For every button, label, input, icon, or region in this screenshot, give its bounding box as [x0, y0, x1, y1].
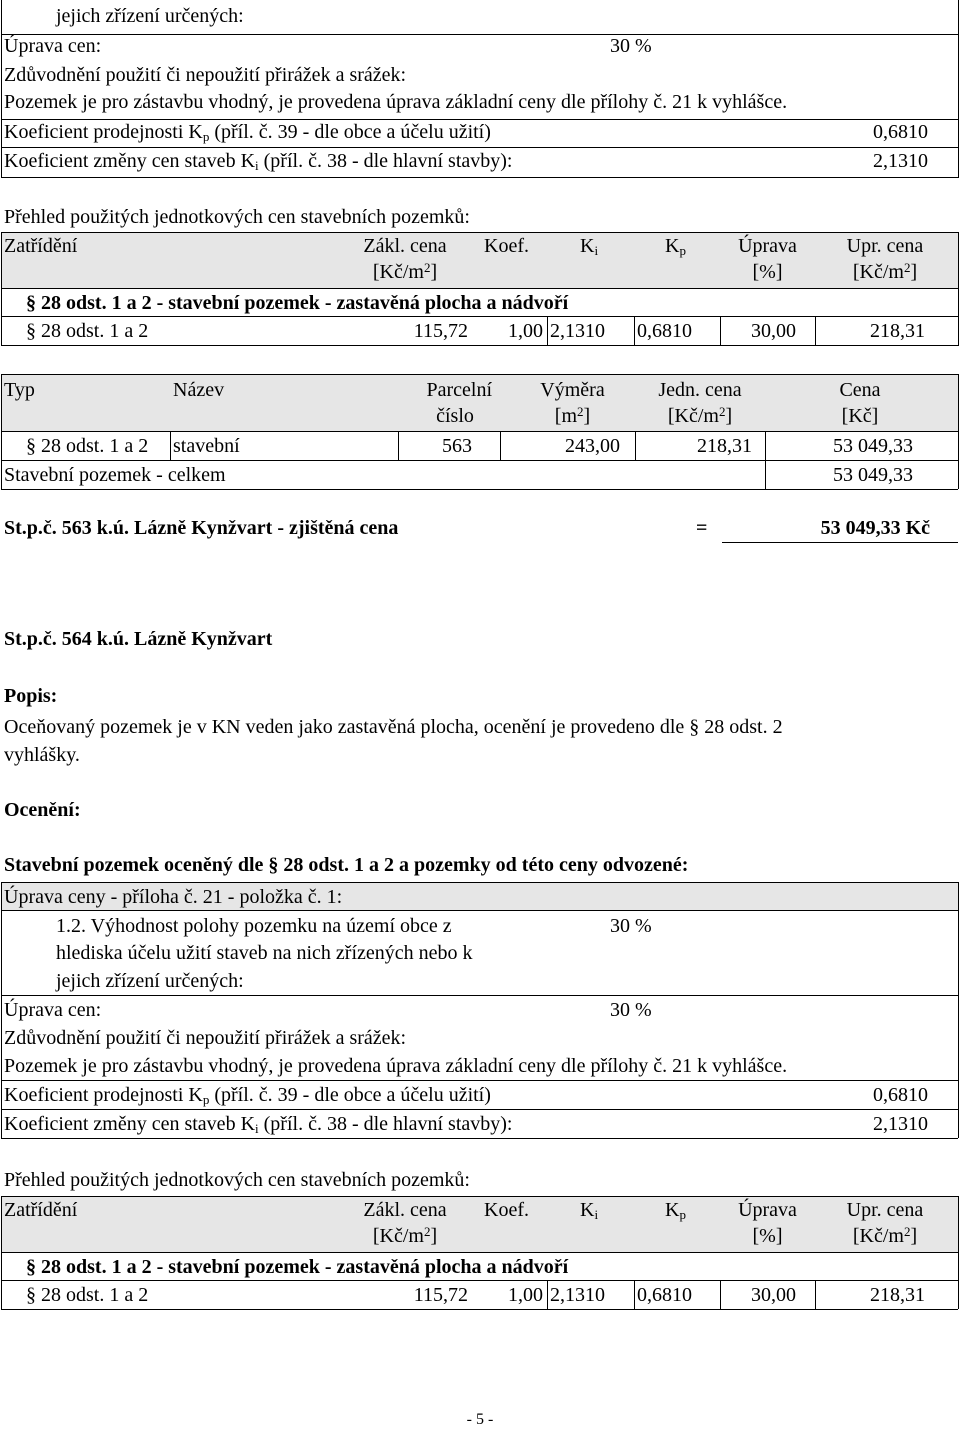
prehled2-h-zakl-cena: Zákl. cena [363, 1199, 447, 1221]
ki-label: Koeficient změny cen staveb $K_i$ (příl. č. 38 - dle hlavní stavby): [4, 150, 513, 173]
vyhodnost-value: 30 % [610, 915, 652, 937]
oceneni-label: Ocenění: [4, 799, 81, 821]
pozemek-text: Pozemek je pro zástavbu vhodný, je provedena úprava základní ceny dle přílohy č. 21 k vyhlášce. [4, 91, 788, 113]
prehled-row-uprava: 30,00 [751, 320, 796, 342]
parcely-r-parcela: 563 [442, 435, 472, 457]
prehled-h-zatrideni: Zatřídění [4, 235, 78, 257]
result-value: 53 049,33 Kč [820, 517, 930, 539]
parcely-h-typ: Typ [4, 379, 35, 401]
prehled2-row-label: § 28 odst. 1 a 2 [26, 1284, 149, 1306]
popis-text-2: vyhlášky. [4, 744, 80, 766]
parcely-h-m2: $[m^2]$ [554, 404, 591, 427]
prehled2-row-koef: 1,00 [508, 1284, 543, 1306]
prehled-row-zakl: 115,72 [413, 320, 468, 342]
paragraph-icon: § [26, 292, 41, 314]
vyhodnost-line-1: 1.2. Výhodnost polohy pozemku na území obce z [56, 915, 452, 937]
ki-value: 2,1310 [873, 150, 928, 172]
parcely-r-nazev: stavební [173, 435, 240, 457]
prehled-h-upr-unit: $[Kč/m^2]$ [852, 260, 918, 283]
section564-heading: St.p.č. 564 k.ú. Lázně Kynžvart [4, 628, 273, 650]
prehled-h-kp: $K_p$ [665, 235, 686, 258]
prehled-row-koef: 1,00 [508, 320, 543, 342]
prehled-section: § 28 odst. 1 a 2 - stavební pozemek - zastavěná plocha a nádvoří [26, 292, 569, 314]
zduvodneni-label: Zdůvodnění použití či nepoužití přirážek a srážek: [4, 64, 407, 86]
page-number: - 5 - [466, 1411, 494, 1428]
pozemek-text-2: Pozemek je pro zástavbu vhodný, je provedena úprava základní ceny dle přílohy č. 21 k vyhlášce. [4, 1055, 788, 1077]
paragraph-icon: § [26, 1284, 41, 1306]
parcely-h-jedn: Jedn. cena [658, 379, 742, 401]
parcely-h-nazev: Název [173, 379, 225, 401]
result-eq: = [696, 517, 708, 539]
prehled-h-ki: $K_i$ [580, 235, 599, 258]
prehled2-h-upr-unit: $[Kč/m^2]$ [852, 1224, 918, 1247]
prehled-row-kp: 0,6810 [637, 320, 692, 342]
prehled2-row-uprava: 30,00 [751, 1284, 796, 1306]
parcely-r-vymera: 243,00 [565, 435, 620, 457]
parcely-r-cena: 53 049,33 [833, 435, 913, 457]
zduvodneni-label-2: Zdůvodnění použití či nepoužití přirážek a srážek: [4, 1027, 407, 1049]
prehled2-h-zatrideni: Zatřídění [4, 1199, 78, 1221]
prehled2-section: § 28 odst. 1 a 2 - stavební pozemek - zastavěná plocha a nádvoří [26, 1256, 569, 1278]
parcely-h-vymera: Výměra [540, 379, 605, 401]
parcely-celkem-label: Stavební pozemek - celkem [4, 464, 226, 486]
ki-label-2: Koeficient změny cen staveb $K_i$ (příl. č. 38 - dle hlavní stavby): [4, 1113, 513, 1136]
parcely-h-parcelni: Parcelní [426, 379, 492, 401]
prehled2-h-uprava: Úprava [738, 1199, 797, 1221]
kp-label-2: Koeficient prodejnosti $K_p$ (příl. č. 39 - dle obce a účelu užití) [4, 1084, 491, 1107]
paragraph-icon: § [26, 1256, 41, 1278]
prehled2-h-pct: [%] [752, 1225, 783, 1247]
ki-value-2: 2,1310 [873, 1113, 928, 1135]
popis-text: Oceňovaný pozemek je v KN veden jako zastavěná plocha, ocenění je provedeno dle § 28 odst. 2 [4, 716, 783, 738]
stavebni-pozemek-heading: Stavební pozemek oceněný dle § 28 odst. 1 a 2 a pozemky od této ceny odvozené: [4, 854, 689, 876]
prehled2-row-zakl: 115,72 [413, 1284, 468, 1306]
prehled2-row-ki: 2,1310 [550, 1284, 605, 1306]
prehled2-h-kp: $K_p$ [665, 1199, 686, 1222]
parcely-celkem-value: 53 049,33 [833, 464, 913, 486]
prehled-h-zakl-unit: $[Kč/m^2]$ [372, 260, 438, 283]
prehled-h-zakl-cena: Zákl. cena [363, 235, 447, 257]
prehled-row-label: § 28 odst. 1 a 2 [26, 320, 149, 342]
kp-value-2: 0,6810 [873, 1084, 928, 1106]
prehled-row-upr-cena: 218,31 [870, 320, 925, 342]
uprava-ceny-label: Úprava ceny - příloha č. 21 - položka č. 1: [4, 886, 343, 908]
prehled2-h-ki: $K_i$ [580, 1199, 599, 1222]
popis-label: Popis: [4, 685, 58, 707]
prehled2-row-upr-cena: 218,31 [870, 1284, 925, 1306]
line-urcenych: jejich zřízení určených: [56, 5, 244, 27]
result-label: St.p.č. 563 k.ú. Lázně Kynžvart - zjištěná cena [4, 517, 399, 539]
parcely-h-cislo: číslo [436, 405, 474, 427]
prehled-h-uprava: Úprava [738, 235, 797, 257]
kp-label: Koeficient prodejnosti $K_p$ (příl. č. 39 - dle obce a účelu užití) [4, 121, 491, 144]
prehled-h-pct: [%] [752, 261, 783, 283]
prehled-title-2: Přehled použitých jednotkových cen stavebních pozemků: [4, 1169, 470, 1191]
paragraph-icon: § [26, 435, 41, 457]
vyhodnost-line-3: jejich zřízení určených: [56, 970, 244, 992]
uprava-cen-label: Úprava cen: [4, 35, 102, 57]
parcely-h-jedn-unit: $[Kč/m^2]$ [667, 404, 733, 427]
uprava-cen-value: 30 % [610, 35, 652, 57]
prehled2-row-kp: 0,6810 [637, 1284, 692, 1306]
prehled-title: Přehled použitých jednotkových cen stavebních pozemků: [4, 206, 470, 228]
parcely-h-kc: [Kč] [841, 405, 879, 427]
parcely-r-typ: § 28 odst. 1 a 2 [26, 435, 149, 457]
uprava-cen-label-2: Úprava cen: [4, 999, 102, 1021]
prehled2-h-koef: Koef. [484, 1199, 529, 1221]
uprava-cen-value-2: 30 % [610, 999, 652, 1021]
prehled2-h-zakl-unit: $[Kč/m^2]$ [372, 1224, 438, 1247]
parcely-r-jedn: 218,31 [697, 435, 752, 457]
prehled2-h-upr-cena: Upr. cena [846, 1199, 924, 1221]
vyhodnost-line-2: hlediska účelu užití staveb na nich zřízených nebo k [56, 942, 473, 964]
prehled-h-koef: Koef. [484, 235, 529, 257]
prehled-row-ki: 2,1310 [550, 320, 605, 342]
prehled-h-upr-cena: Upr. cena [846, 235, 924, 257]
parcely-h-cena: Cena [839, 379, 881, 401]
kp-value: 0,6810 [873, 121, 928, 143]
paragraph-icon: § [26, 320, 41, 342]
